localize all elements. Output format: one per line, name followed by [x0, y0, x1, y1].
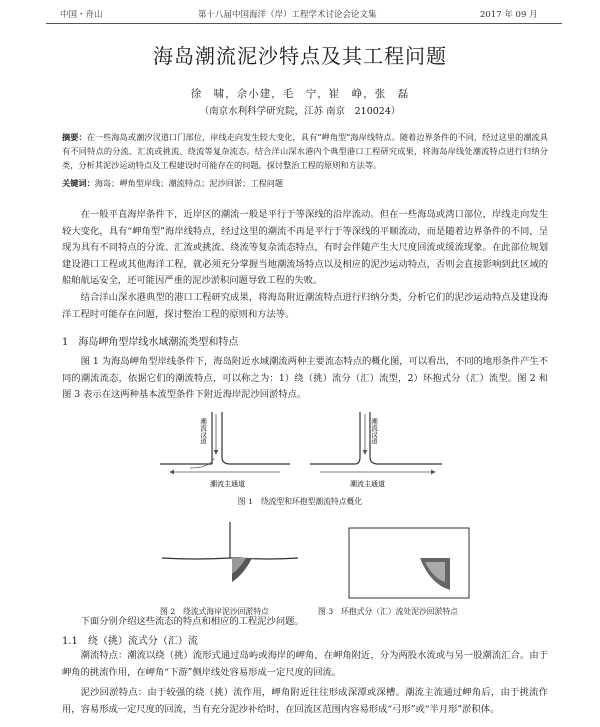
- figure-1-right-panel: [310, 412, 442, 488]
- section-1-heading: 1 海岛岬角型岸线水域潮流类型和特点: [62, 337, 239, 348]
- header-left: 中国・舟山: [60, 10, 103, 20]
- figure-1-left-bottom-label: 潮流主通道: [210, 480, 245, 488]
- authors: 徐 啸，佘小建，毛 宁，崔 峥，张 磊: [190, 88, 410, 100]
- paragraph-scope: 结合洋山深水港典型的港口工程研究成果，将海岛附近潮流特点进行归纳分类，分析它们的泥沙运动特点及建设海洋工程时可能存在问题，探讨整治工程的原则和方法等。: [62, 292, 548, 320]
- figure-1-left-vertical-label: 潮流汊道: [199, 418, 207, 444]
- figure-1-right-vertical-label: 潮流汊道: [370, 418, 378, 444]
- header-center: 第十八届中国海洋（岸）工程学术讨论会论文集: [198, 10, 377, 20]
- paragraph-intro: 在一般平直海岸条件下，近岸区的潮流一般是平行于等深线的沿岸流动。但在一些海岛或湾口部位，岸线走向发生较大变化，具有“岬角型”海岸线特点，经过这里的潮流不再是平行于等深线的平顺流动，而是随着边界条件的不同，呈现为具有不同特点的分流、汇流或挑流、绕流等复杂流态特点，有时会伴随产生大尺度回流或缓流现象。在此部位规划建设港口工程或其他海洋工程，就必须充分掌握当地潮流场特点以及相应的泥沙运动特点，否则会直接影响到此区域的船舶航运安全，还可能因严重的泥沙淤积问题导致工程的失败。: [62, 209, 548, 287]
- abstract-text: 在一些海岛或潮汐汊道口门部位，岸线走向发生较大变化，具有“岬角型”海岸线特点。随着边界条件的不同，经过这里的潮流具有不同特点的分流、汇流或挑流、绕流等复杂流态。结合洋山深水港内个典型港口工程研究成果，将海岛岸线处潮流特点进行归纳分类，分析其泥沙运动特点及工程建设时可能存在的问题，探讨整治工程的原则和方法等。: [62, 132, 548, 170]
- header-right: 2017 年 09 月: [480, 10, 538, 20]
- keywords-label: 关键词：: [62, 178, 95, 188]
- paragraph-flow-features: 潮流特点：潮流以绕（挑）流形式通过岛屿或海岸的岬角，在岬角附近，分为两股水流或与另一股潮流汇合。由于岬角的挑流作用，在岬角“下游”侧岸线处容易形成一定尺度的回流。: [62, 650, 548, 678]
- figure-1-diagram: [150, 402, 450, 488]
- keywords-text: 海岛；岬角型岸线；潮流特点；泥沙回淤；工程问题: [94, 178, 284, 188]
- figure-2-diagram: [160, 518, 300, 596]
- affiliation: （南京水利科学研究院，江苏 南京 210024）: [199, 106, 401, 117]
- figure-1-left-panel: [160, 412, 290, 488]
- section-1-1-heading: 1.1 绕（挑）流式分（汇）流: [62, 636, 198, 647]
- figure-3-caption: 图 3 环抱式分（汇）流处泥沙回淤特点: [318, 607, 458, 616]
- paragraph-intro-sections: 下面分别介绍这些流态的特点和相应的工程泥沙问题。: [80, 616, 304, 627]
- keywords: [62, 176, 548, 190]
- figure-1-caption: 图 1 绕流型和环抱型潮流特点概化: [237, 497, 363, 506]
- abstract-label: 摘要：: [62, 132, 87, 142]
- paragraph-fig1-desc: 图 1 为海岛岬角型岸线条件下，海岛附近水域潮流两种主要流态特点的概化图，可以看出，不同的地形条件产生不同的潮流流态，依据它们的潮流特点，可以称之为：1）绕（挑）流分（汇）流型，2）环抱式分（汇）流型。图 2 和图 3 表示在这两种基本流型条件下附近海岸泥沙回淤特点。: [62, 356, 548, 401]
- figure-3-diagram: [345, 518, 475, 604]
- figure-2-caption: 图 2 绕流式海岸泥沙回淤特点: [160, 607, 269, 616]
- figure-1-right-bottom-label: 潮流主通道: [350, 480, 385, 488]
- paper-title: 海岛潮流泥沙特点及其工程问题: [153, 44, 447, 68]
- paragraph-sediment-features: 泥沙回淤特点：由于较强的绕（挑）流作用，岬角附近往往形成深潭或深槽。潮流主流通过岬角后，由于挑流作用，容易形成一定尺度的回流，当有充分泥沙补给时，在回流区范围内容易形成“弓形”或“半月形”淤积体。: [62, 687, 548, 715]
- header-rule: [46, 23, 562, 24]
- abstract: [62, 130, 548, 172]
